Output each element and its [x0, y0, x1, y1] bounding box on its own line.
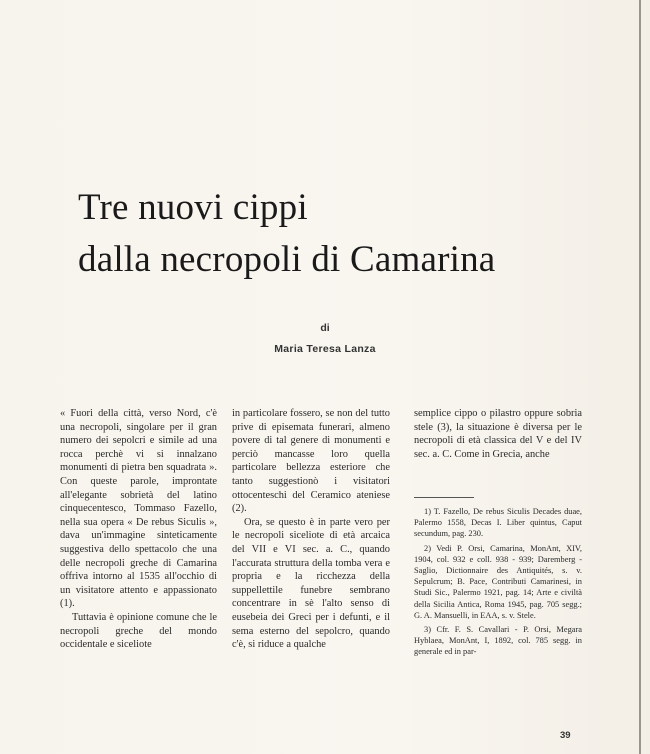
footnote-divider: [414, 497, 474, 498]
article-title-line-1: Tre nuovi cippi: [78, 187, 308, 228]
footnotes: [414, 506, 582, 661]
page-number: 39: [560, 730, 571, 741]
footnote-2: 2) Vedi P. Orsi, Camarina, MonAnt, XIV, 1904, col. 932 e coll. 938 - 939; Daremberg - Saglio, Dictionnaire des Antiquités, s. v. Sepulcrum; B. Pace, Contributi Camarinesi, in Studi Sic., Palermo 1921, pag. 14; Arte e civiltà della Sicilia Antica, Roma 1945, pag. 705 segg.; G. A. Mansuelli, in EAA, s. v. Stele.: [414, 543, 582, 620]
article-title: [78, 182, 618, 286]
author-name: Maria Teresa Lanza: [274, 343, 376, 355]
page-edge-line: [639, 0, 641, 754]
text-column-1: [60, 407, 217, 652]
paragraph: Tuttavia è opinione comune che le necropoli greche del mondo occidentale e siceliote: [60, 611, 217, 651]
paragraph: semplice cippo o pilastro oppure sobria stele (3), la situazione è diversa per le necropoli di età classica del V e del IV sec. a. C. Come in Grecia, anche: [414, 408, 582, 460]
text-column-2: [232, 407, 390, 652]
paragraph: « Fuori della città, verso Nord, c'è una necropoli, singolare per il gran numero dei sepolcri e simile ad una rocca perchè vi si innalzano monumenti di pietra ben squadrata ». Con queste parole, improntate all'elegante sobrietà del latino cinquecentesco, Tommaso Fazello, nella sua opera « De rebus Siculis », dava un'immagine sinteticamente suggestiva dello spettacolo che una delle necropoli greche di Camarina offriva intorno al 1535 all'occhio di un visitatore attento e appassionato (1).: [60, 408, 217, 610]
paragraph: Ora, se questo è in parte vero per le necropoli siceliote di età arcaica del VII e VI sec. a. C., quando l'accurata struttura della tomba vera e propria e la ricchezza della suppellettile funebre sembrano concentrare in sè l'alto senso di eusebeia dei Greci per i defunti, e il sema esterno del sepolcro, quando c'è, si riduce a qualche: [232, 516, 390, 651]
footnote-3: 3) Cfr. F. S. Cavallari - P. Orsi, Megara Hyblaea, MonAnt, I, 1892, col. 785 segg. in generale ed in par-: [414, 625, 582, 657]
byline-di: di: [320, 322, 330, 334]
text-column-3: [414, 407, 582, 461]
paragraph: in particolare fossero, se non del tutto prive di episemata funerari, almeno povere di tal genere di monumenti e perciò mancasse loro quella particolare bellezza esteriore che tanto suggestionò i visitatori ottocenteschi del Ceramico ateniese (2).: [232, 408, 390, 515]
article-title-line-2: dalla necropoli di Camarina: [78, 239, 496, 280]
footnote-1: 1) T. Fazello, De rebus Siculis Decades duae, Palermo 1558, Decas I. Liber quintus, Caput secundum, pag. 230.: [414, 507, 582, 539]
